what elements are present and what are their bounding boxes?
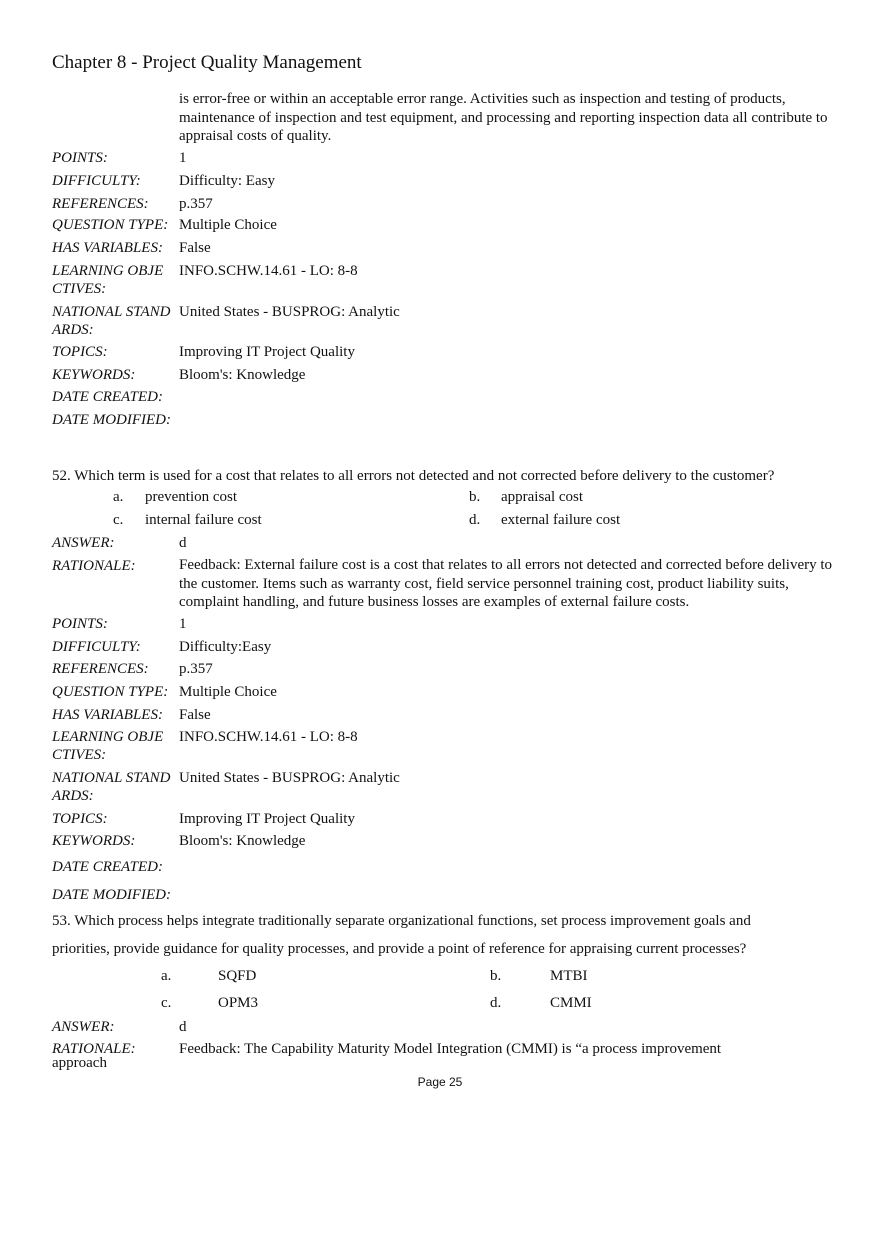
- q53-question-line-1: 53. Which process helps integrate traditionally separate organizational functions, set process improvement goals and: [52, 913, 751, 929]
- q53-rationale-value: Feedback: The Capability Maturity Model Integration (CMMI) is “a process improvement: [179, 1041, 722, 1057]
- q51-learning-objectives-label-2: CTIVES:: [52, 281, 107, 297]
- q51-national-standards-label-1: NATIONAL STAND: [52, 304, 171, 320]
- page-number: Page 25: [417, 1075, 463, 1089]
- q51-difficulty-label: DIFFICULTY:: [52, 173, 141, 189]
- q52-option-a-text: prevention cost: [145, 489, 238, 505]
- q52-question-type-value: Multiple Choice: [179, 684, 277, 700]
- q51-difficulty-value: Difficulty: Easy: [179, 173, 275, 189]
- q53-option-b-letter: b.: [490, 968, 502, 984]
- q52-points-label: POINTS:: [52, 616, 108, 632]
- q51-has-variables-value: False: [179, 240, 211, 256]
- q52-answer-value: d: [179, 535, 187, 551]
- q51-topics-value: Improving IT Project Quality: [179, 344, 355, 360]
- q52-date-created-label: DATE CREATED:: [52, 859, 163, 875]
- q52-topics-value: Improving IT Project Quality: [179, 811, 355, 827]
- q52-has-variables-label: HAS VARIABLES:: [52, 707, 163, 723]
- q53-question-line-2: priorities, provide guidance for quality processes, and provide a point of reference for appraising current processes?: [52, 941, 747, 957]
- q52-question-type-label: QUESTION TYPE:: [52, 684, 169, 700]
- q51-question-type-label: QUESTION TYPE:: [52, 217, 169, 233]
- q51-question-type-value: Multiple Choice: [179, 217, 277, 233]
- q52-rationale-label: RATIONALE:: [52, 558, 136, 574]
- q52-option-b-text: appraisal cost: [501, 489, 584, 505]
- q52-learning-objectives-label-2: CTIVES:: [52, 747, 107, 763]
- q52-option-b-letter: b.: [469, 489, 481, 505]
- q52-option-c-text: internal failure cost: [145, 512, 262, 528]
- q52-date-modified-label: DATE MODIFIED:: [52, 887, 171, 903]
- q52-question: 52. Which term is used for a cost that relates to all errors not detected and not corrected before delivery to the customer?: [52, 468, 775, 484]
- q52-national-standards-label-1: NATIONAL STAND: [52, 770, 171, 786]
- q52-rationale-value: Feedback: External failure cost is a cost that relates to all errors not detected and corrected before delivery to the customer. Items such as warranty cost, field service personnel training cost, product liability suits, complaint handling, and future business losses are examples of external failure costs.: [179, 557, 833, 610]
- q51-date-created-label: DATE CREATED:: [52, 389, 163, 405]
- q52-learning-objectives-value: INFO.SCHW.14.61 - LO: 8-8: [179, 729, 358, 745]
- q53-rationale-continued: approach: [52, 1055, 107, 1071]
- q52-points-value: 1: [179, 616, 187, 632]
- q51-national-standards-label-2: ARDS:: [52, 322, 94, 338]
- q51-references-value: p.357: [179, 196, 213, 212]
- q52-difficulty-label: DIFFICULTY:: [52, 639, 141, 655]
- q51-learning-objectives-label-1: LEARNING OBJE: [52, 263, 164, 279]
- q52-option-d-letter: d.: [469, 512, 481, 528]
- q52-learning-objectives-label-1: LEARNING OBJE: [52, 729, 164, 745]
- q53-rationale-label: RATIONALE:: [52, 1041, 136, 1057]
- q52-national-standards-value: United States - BUSPROG: Analytic: [179, 770, 400, 786]
- q51-references-label: REFERENCES:: [52, 196, 149, 212]
- q51-points-label: POINTS:: [52, 150, 108, 166]
- q53-option-b-text: MTBI: [550, 968, 588, 984]
- q51-keywords-value: Bloom's: Knowledge: [179, 367, 306, 383]
- q52-topics-label: TOPICS:: [52, 811, 108, 827]
- q53-option-a-letter: a.: [161, 968, 172, 984]
- q51-learning-objectives-value: INFO.SCHW.14.61 - LO: 8-8: [179, 263, 358, 279]
- q52-difficulty-value: Difficulty:Easy: [179, 639, 272, 655]
- q52-references-value: p.357: [179, 661, 213, 677]
- q52-references-label: REFERENCES:: [52, 661, 149, 677]
- q53-answer-label: ANSWER:: [52, 1019, 115, 1035]
- q53-option-c-letter: c.: [161, 995, 172, 1011]
- page-title: Chapter 8 - Project Quality Management: [52, 52, 362, 73]
- q52-option-a-letter: a.: [113, 489, 124, 505]
- q51-keywords-label: KEYWORDS:: [52, 367, 136, 383]
- q51-date-modified-label: DATE MODIFIED:: [52, 412, 171, 428]
- q52-national-standards-label-2: ARDS:: [52, 788, 94, 804]
- q51-national-standards-value: United States - BUSPROG: Analytic: [179, 304, 400, 320]
- q53-option-d-letter: d.: [490, 995, 502, 1011]
- q53-option-a-text: SQFD: [218, 968, 257, 984]
- q52-has-variables-value: False: [179, 707, 211, 723]
- q52-keywords-label: KEYWORDS:: [52, 833, 136, 849]
- q51-topics-label: TOPICS:: [52, 344, 108, 360]
- q53-option-d-text: CMMI: [550, 995, 592, 1011]
- q51-points-value: 1: [179, 150, 187, 166]
- q51-rationale-continued: is error-free or within an acceptable error range. Activities such as inspection and testing of products, maintenance of inspection and test equipment, and processing and reporting inspection data all contribute to appraisal costs of quality.: [179, 91, 828, 144]
- q53-option-c-text: OPM3: [218, 995, 259, 1011]
- q51-has-variables-label: HAS VARIABLES:: [52, 240, 163, 256]
- q52-keywords-value: Bloom's: Knowledge: [179, 833, 306, 849]
- q52-answer-label: ANSWER:: [52, 535, 115, 551]
- q52-option-d-text: external failure cost: [501, 512, 621, 528]
- q52-option-c-letter: c.: [113, 512, 124, 528]
- q53-answer-value: d: [179, 1019, 187, 1035]
